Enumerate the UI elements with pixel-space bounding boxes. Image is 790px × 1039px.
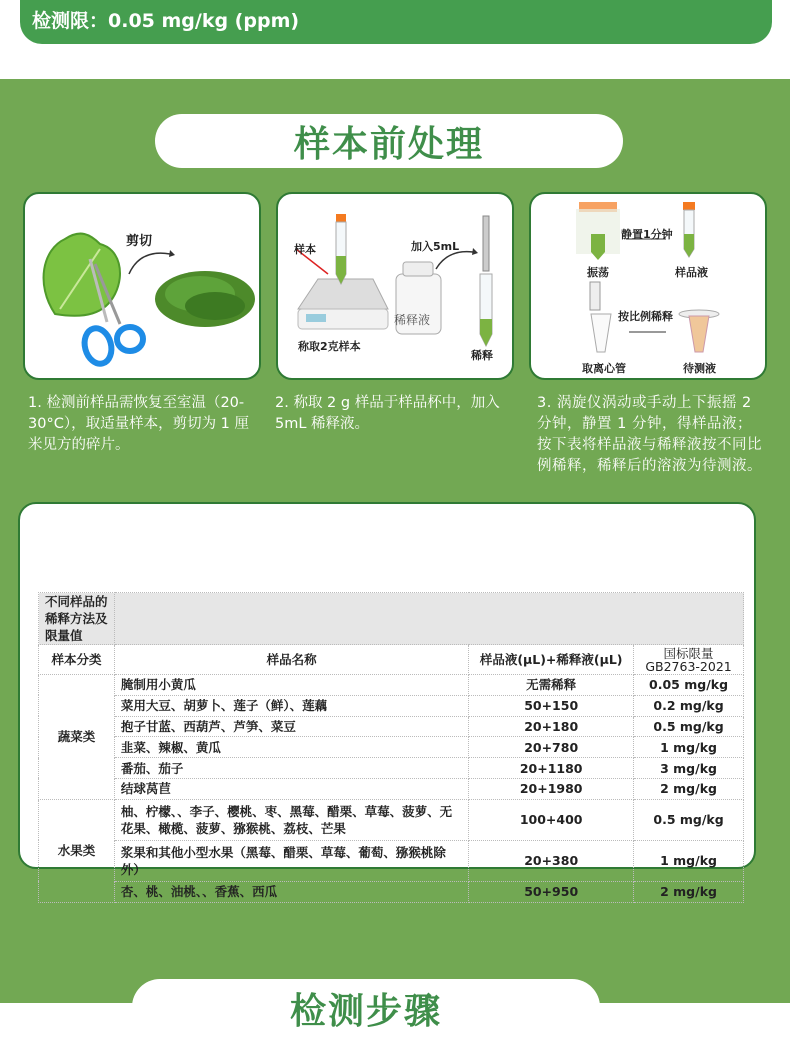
table-row xyxy=(39,737,744,758)
dilution-cell: 无需稀释 xyxy=(469,675,634,696)
name-cell: 杏、桃、油桃、、香蕉、西瓜 xyxy=(114,881,468,902)
limit-cell: 1 mg/kg xyxy=(634,737,744,758)
table-row xyxy=(39,840,744,881)
section-title xyxy=(155,114,623,168)
cut-label: 剪切 xyxy=(126,234,153,249)
header-limit xyxy=(634,645,744,675)
header-limit-line2: GB2763-2021 xyxy=(645,658,732,674)
dilution-cell: 50+950 xyxy=(469,881,634,902)
limit-cell: 3 mg/kg xyxy=(634,758,744,779)
diluent-label: 稀释液 xyxy=(394,313,431,327)
header-dilution: 样品液(μL)+稀释液(μL) xyxy=(469,645,634,675)
table-row xyxy=(39,799,744,840)
step-1-image xyxy=(23,192,261,380)
name-cell: 菜用大豆、胡萝卜、莲子（鲜）、莲藕 xyxy=(114,695,468,716)
sample-label: 样本 xyxy=(294,243,316,256)
dilution-limits-table xyxy=(38,592,744,903)
dilution-cell: 20+1980 xyxy=(469,778,634,799)
limit-cell: 0.2 mg/kg xyxy=(634,695,744,716)
limit-cell: 2 mg/kg xyxy=(634,778,744,799)
add-5ml-label: 加入5mL xyxy=(411,240,460,253)
dilution-cell: 50+150 xyxy=(469,695,634,716)
name-cell: 抱子甘蓝、西葫芦、芦笋、菜豆 xyxy=(114,716,468,737)
step-3-text: 3. 涡旋仪涡动或手动上下振摇 2 分钟，静置 1 分钟，得样品液；按下表将样品液与稀释液按不同比例稀释，稀释后的溶液为待测液。 xyxy=(537,395,762,474)
table-row xyxy=(39,675,744,696)
shake-label: 振荡 xyxy=(587,266,609,279)
limit-cell: 0.5 mg/kg xyxy=(634,716,744,737)
next-section-title xyxy=(132,979,600,1039)
step-2-image xyxy=(276,192,514,380)
limit-cell: 0.5 mg/kg xyxy=(634,799,744,840)
limit-cell: 2 mg/kg xyxy=(634,881,744,902)
table-row xyxy=(39,881,744,902)
dilution-cell: 20+780 xyxy=(469,737,634,758)
table-header-row xyxy=(39,645,744,675)
dilution-cell: 20+1180 xyxy=(469,758,634,779)
dilution-cell: 20+180 xyxy=(469,716,634,737)
name-cell: 柚、柠檬、、李子、樱桃、枣、黑莓、醋栗、草莓、菠萝、无花果、橄榄、菠萝、猕猴桃、荔枝、芒果 xyxy=(114,799,468,840)
dilution-cell: 20+380 xyxy=(469,840,634,881)
test-liquid-label: 待测液 xyxy=(683,362,716,375)
table-row xyxy=(39,758,744,779)
step-1-text: 1. 检测前样品需恢复至室温（20-30°C），取适量样本，剪切为 1 厘米见方的碎片。 xyxy=(28,395,250,453)
detection-limit-banner xyxy=(20,0,772,44)
shake-tube-illustration xyxy=(531,194,769,382)
ratio-dilute-label: 按比例稀释 xyxy=(618,310,673,323)
detection-limit-text: 检测限：0.05 mg/kg (ppm) xyxy=(32,10,300,32)
table-row xyxy=(39,716,744,737)
tube-label: 取离心管 xyxy=(582,362,626,375)
category-cell: 水果类 xyxy=(39,799,115,902)
name-cell: 番茄、茄子 xyxy=(114,758,468,779)
pretreatment-section xyxy=(0,79,790,1032)
category-cell: 蔬菜类 xyxy=(39,675,115,800)
table-title-row xyxy=(39,593,744,645)
dilution-cell: 100+400 xyxy=(469,799,634,840)
header-name: 样品名称 xyxy=(114,645,468,675)
table-row xyxy=(39,778,744,799)
dilute-label: 稀释 xyxy=(471,349,493,362)
weigh-label: 称取2克样本 xyxy=(298,340,361,353)
step-2-text: 2. 称取 2 g 样品于样品杯中，加入 5mL 稀释液。 xyxy=(275,395,500,432)
table-title-filler xyxy=(114,593,743,645)
table-title: 不同样品的稀释方法及限量值 xyxy=(39,593,115,645)
dilution-table-card xyxy=(18,502,756,900)
header-limit-line1: 国标限量 xyxy=(663,645,714,661)
lettuce-scissors-illustration xyxy=(25,194,263,382)
name-cell: 腌制用小黄瓜 xyxy=(114,675,468,696)
limit-cell: 0.05 mg/kg xyxy=(634,675,744,696)
limit-cell: 1 mg/kg xyxy=(634,840,744,881)
name-cell: 浆果和其他小型水果（黑莓、醋栗、草莓、葡萄、猕猴桃除外） xyxy=(114,840,468,881)
step-3-image xyxy=(529,192,767,380)
table-row xyxy=(39,695,744,716)
name-cell: 结球莴苣 xyxy=(114,778,468,799)
section-title-text: 样本前处理 xyxy=(293,123,484,165)
header-category: 样本分类 xyxy=(39,645,115,675)
sample-liquid-label: 样品液 xyxy=(675,266,708,279)
name-cell: 韭菜、辣椒、黄瓜 xyxy=(114,737,468,758)
next-section-title-text: 检测步骤 xyxy=(289,991,442,1032)
rest-label: 静置1分钟 xyxy=(621,228,673,241)
